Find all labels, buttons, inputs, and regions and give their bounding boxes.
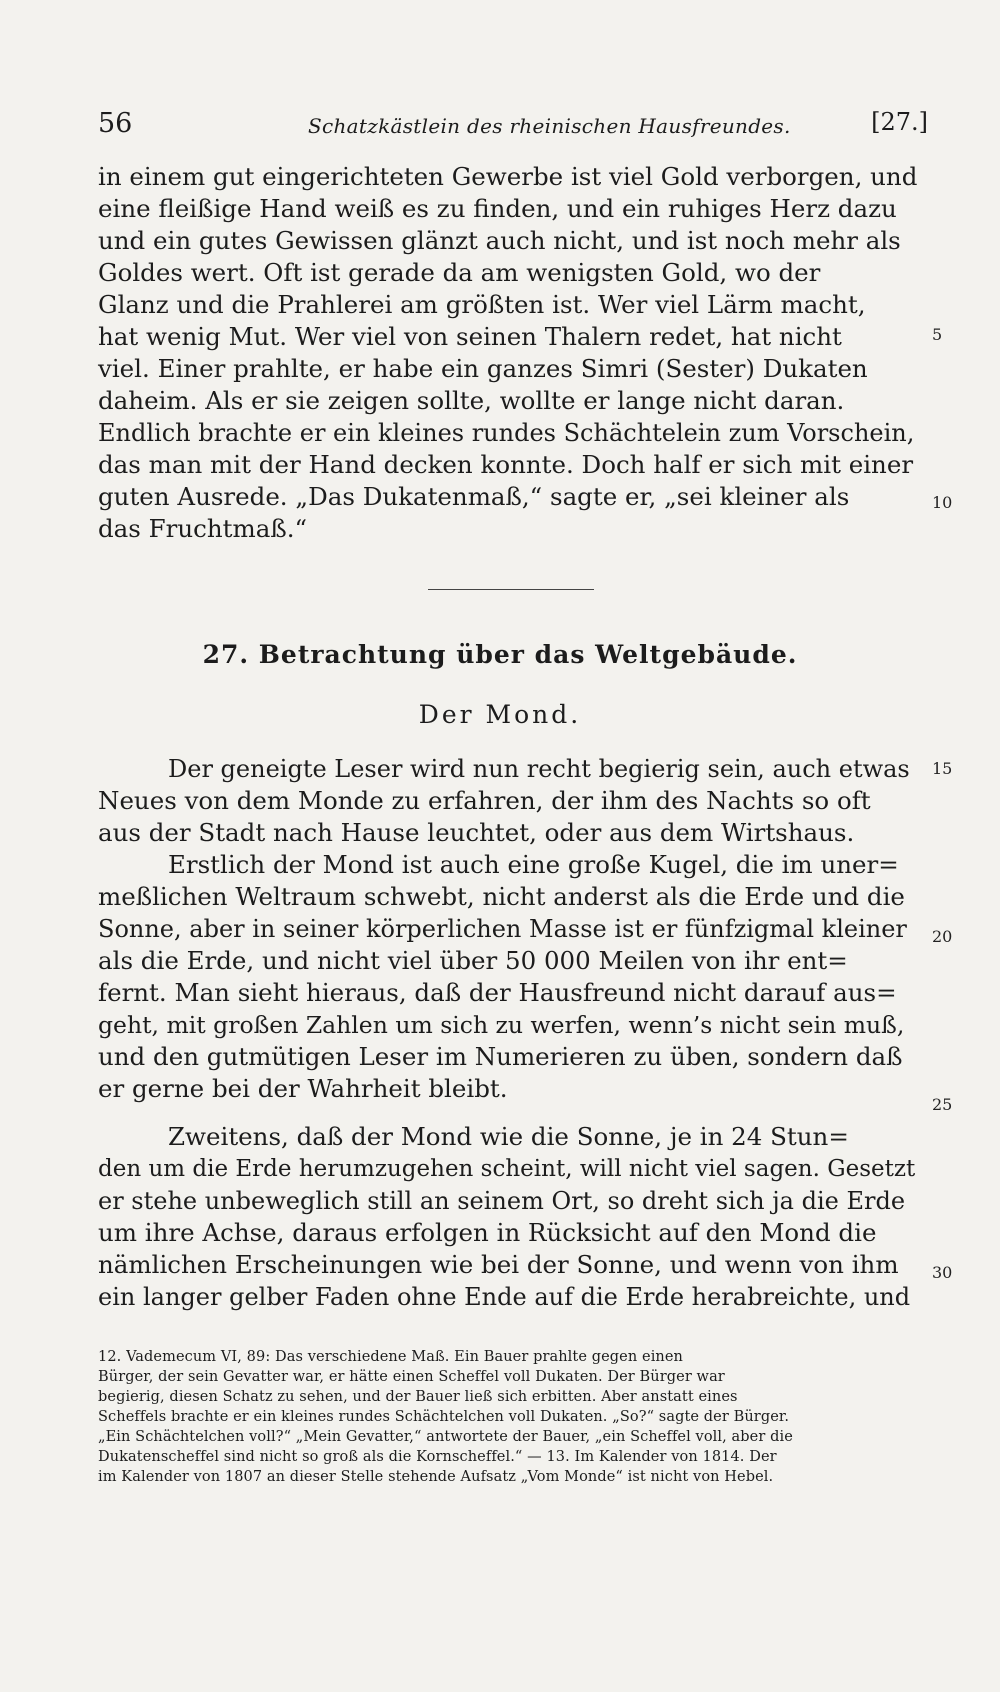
footnote-line: Scheffels brachte er ein kleines rundes Schächtelchen voll Dukaten. „So?“ sagte der Bürger. bbox=[98, 1409, 790, 1425]
text-line: den um die Erde herumzugehen scheint, will nicht viel sagen. Gesetzt bbox=[98, 1156, 916, 1182]
text-line: er stehe unbeweglich still an seinem Ort, so dreht sich ja die Erde bbox=[98, 1187, 906, 1215]
text-line: er gerne bei der Wahrheit bleibt. bbox=[98, 1074, 508, 1103]
text-line: ein langer gelber Faden ohne Ende auf die Erde herabreichte, und bbox=[98, 1283, 911, 1311]
text-line: in einem gut eingerichteten Gewerbe ist viel Gold verborgen, und bbox=[98, 162, 918, 191]
running-header bbox=[98, 108, 928, 144]
text-line: Neues von dem Monde zu erfahren, der ihm des Nachts so oft bbox=[98, 786, 871, 815]
text-line: daheim. Als er sie zeigen sollte, wollte er lange nicht daran. bbox=[98, 386, 845, 415]
line-number: 5 bbox=[932, 325, 943, 344]
text-line: viel. Einer prahlte, er habe ein ganzes Simri (Sester) Dukaten bbox=[98, 354, 868, 383]
line-number: 25 bbox=[932, 1095, 953, 1114]
footnote-line: „Ein Schächtelchen voll?“ „Mein Gevatter,“ antwortete der Bauer, „ein Scheffel voll, aber die bbox=[98, 1429, 793, 1445]
text-line: fernt. Man sieht hieraus, daß der Hausfreund nicht darauf aus= bbox=[98, 978, 897, 1007]
text-line: und ein gutes Gewissen glänzt auch nicht, und ist noch mehr als bbox=[98, 226, 901, 255]
footnote-line: 12. Vademecum VI, 89: Das verschiedene Maß. Ein Bauer prahlte gegen einen bbox=[98, 1349, 683, 1365]
section-number: 27. bbox=[202, 640, 250, 669]
text-line: Endlich brachte er ein kleines rundes Schächtelein zum Vorschein, bbox=[98, 419, 915, 447]
text-line: nämlichen Erscheinungen wie bei der Sonne, und wenn von ihm bbox=[98, 1250, 899, 1279]
text-line: Goldes wert. Oft ist gerade da am wenigsten Gold, wo der bbox=[98, 258, 821, 287]
footnote-line: Bürger, der sein Gevatter war, er hätte einen Scheffel voll Dukaten. Der Bürger war bbox=[98, 1369, 725, 1385]
footnote-line: im Kalender von 1807 an dieser Stelle stehende Aufsatz „Vom Monde“ ist nicht von Hebel. bbox=[98, 1469, 774, 1485]
footnote-line: begierig, diesen Schatz zu sehen, und der Bauer ließ sich erbitten. Aber anstatt eines bbox=[98, 1389, 738, 1405]
text-line: als die Erde, und nicht viel über 50 000 Meilen von ihr ent= bbox=[98, 946, 848, 975]
line-number: 20 bbox=[932, 927, 953, 946]
text-line: geht, mit großen Zahlen um sich zu werfen, wenn’s nicht sein muß, bbox=[98, 1011, 905, 1039]
text-line: Der geneigte Leser wird nun recht begierig sein, auch etwas bbox=[168, 755, 910, 783]
footnote-line: Dukatenscheffel sind nicht so groß als die Kornscheffel.“ — 13. Im Kalender von 1814. Der bbox=[98, 1449, 777, 1465]
section-heading bbox=[0, 640, 1000, 669]
text-line: das man mit der Hand decken konnte. Doch half er sich mit einer bbox=[98, 450, 914, 479]
section-title: Betrachtung über das Weltgebäude. bbox=[258, 640, 798, 669]
text-line: aus der Stadt nach Hause leuchtet, oder aus dem Wirtshaus. bbox=[98, 818, 855, 847]
text-line: Zweitens, daß der Mond wie die Sonne, je in 24 Stun= bbox=[168, 1122, 849, 1151]
text-line: meßlichen Weltraum schwebt, nicht anderst als die Erde und die bbox=[98, 882, 905, 911]
page-number: 56 bbox=[98, 108, 133, 139]
text-line: Erstlich der Mond ist auch eine große Kugel, die im uner= bbox=[168, 850, 899, 879]
text-line: Glanz und die Prahlerei am größten ist. Wer viel Lärm macht, bbox=[98, 290, 866, 319]
line-number: 10 bbox=[932, 493, 953, 512]
section-reference: [27.] bbox=[871, 108, 928, 136]
line-number: 30 bbox=[932, 1263, 953, 1282]
text-line: um ihre Achse, daraus erfolgen in Rücksicht auf den Mond die bbox=[98, 1218, 877, 1247]
section-subtitle: Der Mond. bbox=[418, 700, 582, 729]
text-line: das Fruchtmaß.“ bbox=[98, 514, 308, 543]
text-line: guten Ausrede. „Das Dukatenmaß,“ sagte er, „sei kleiner als bbox=[98, 482, 850, 511]
text-line: Sonne, aber in seiner körperlichen Masse ist er fünfzigmal kleiner bbox=[98, 915, 907, 943]
text-line: hat wenig Mut. Wer viel von seinen Thalern redet, hat nicht bbox=[98, 322, 842, 351]
section-divider bbox=[428, 589, 594, 590]
running-title: Schatzkästlein des rheinischen Hausfreundes. bbox=[308, 114, 791, 138]
text-line: und den gutmütigen Leser im Numerieren zu üben, sondern daß bbox=[98, 1042, 903, 1071]
text-line: eine fleißige Hand weiß es zu finden, und ein ruhiges Herz dazu bbox=[98, 194, 897, 223]
line-number: 15 bbox=[932, 759, 953, 778]
